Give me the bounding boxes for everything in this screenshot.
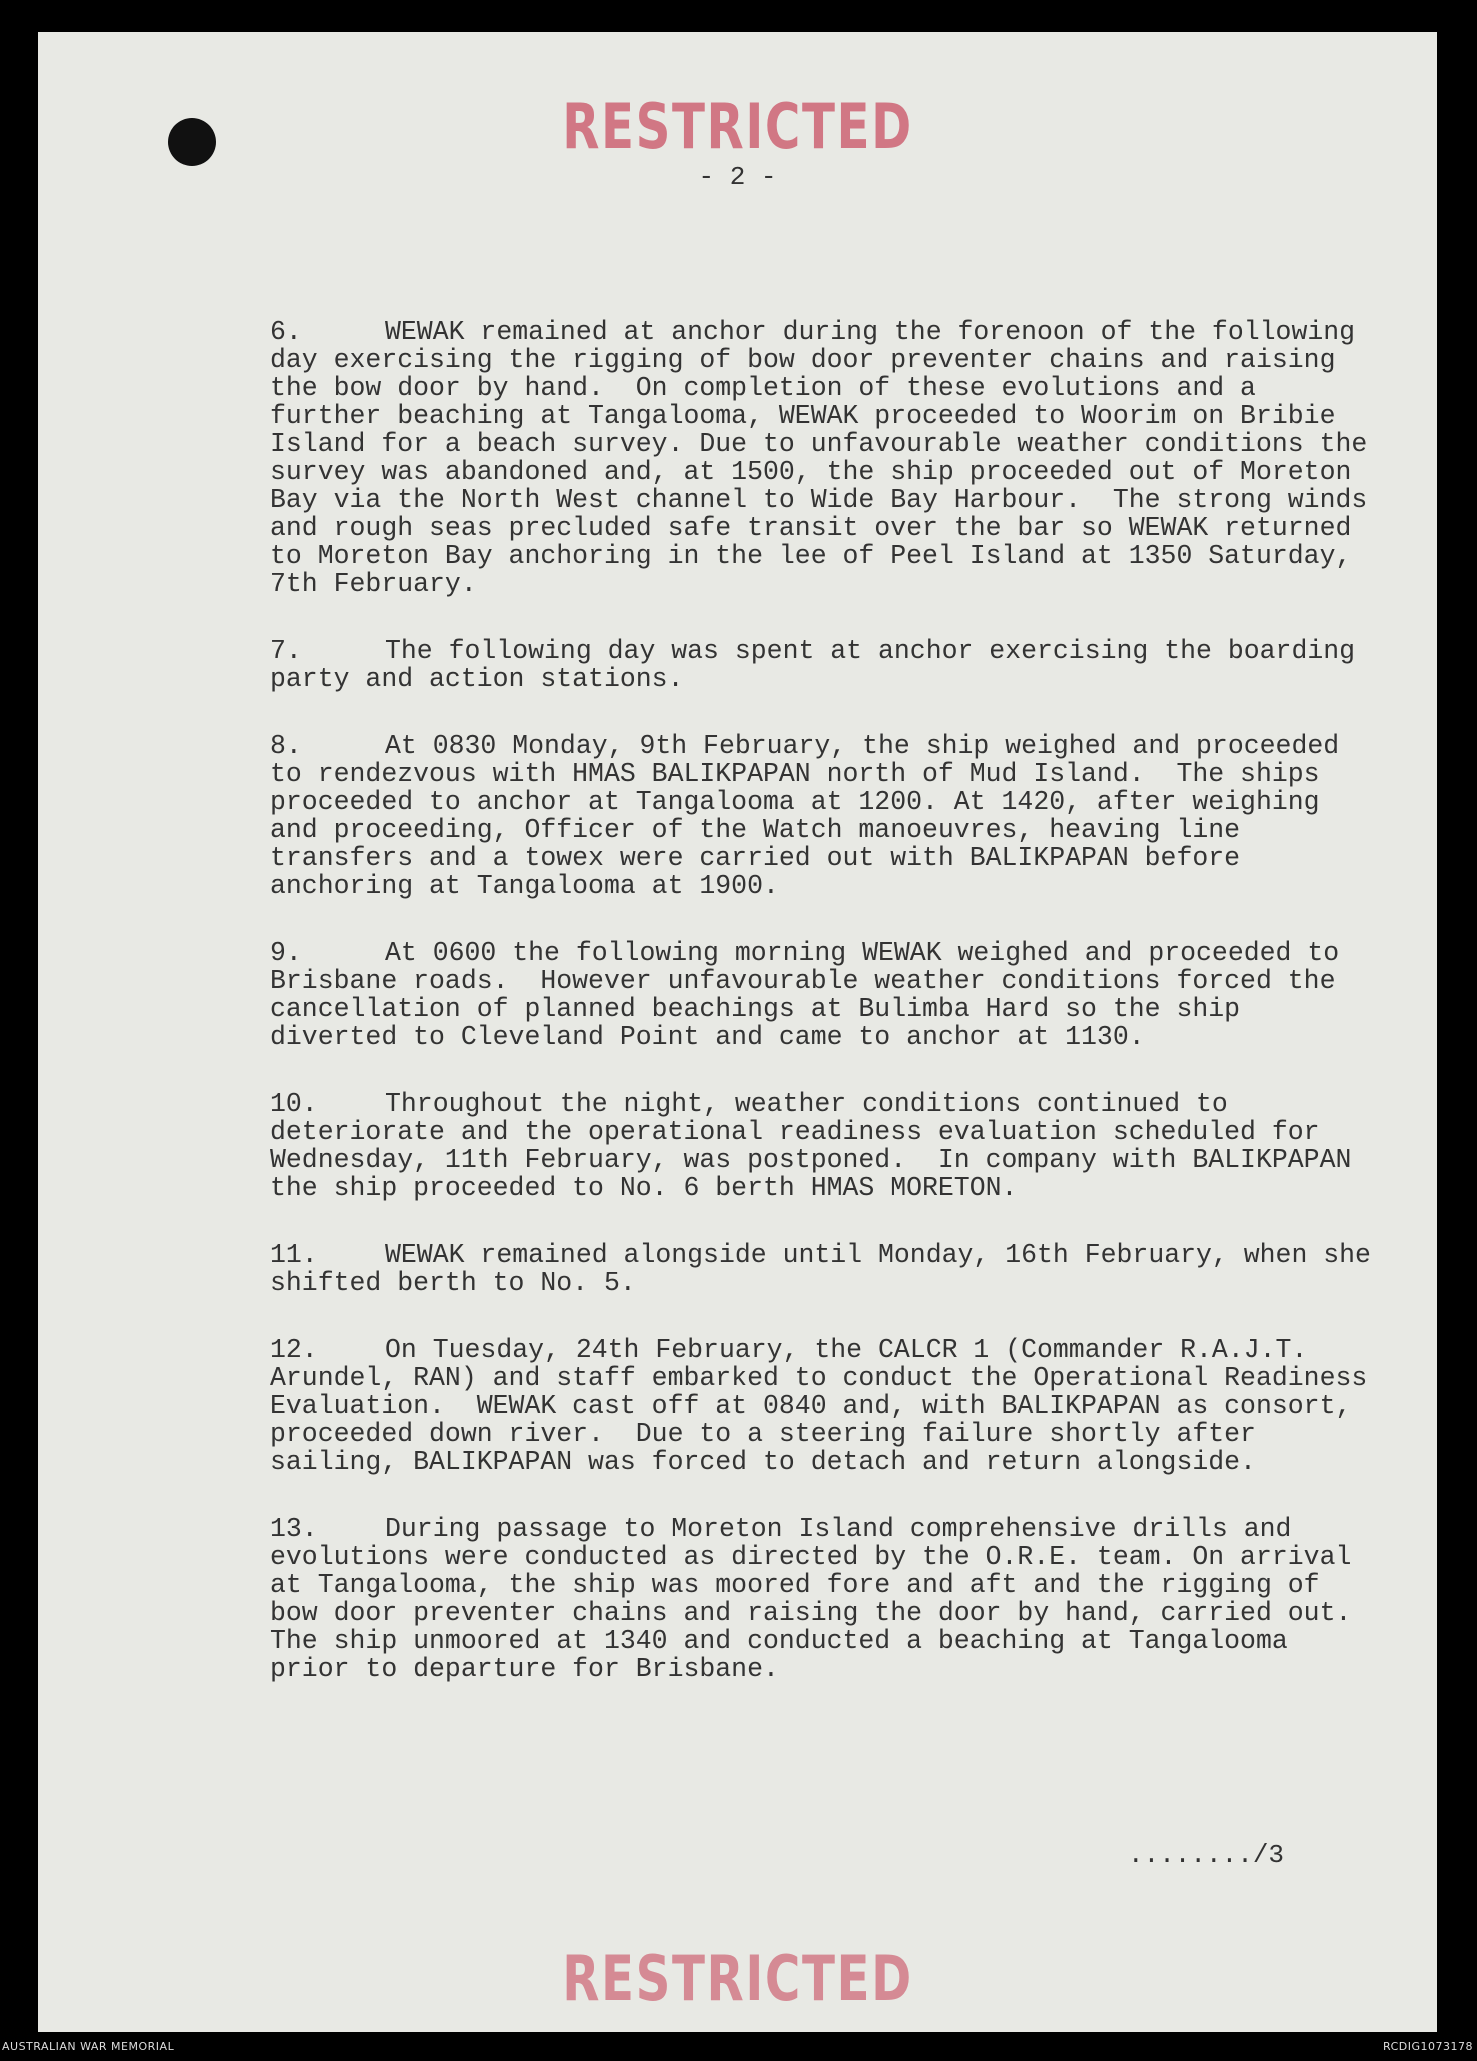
paragraph-10 xyxy=(270,1090,1380,1202)
paragraph-8 xyxy=(270,732,1380,900)
paragraph-6 xyxy=(270,317,1384,599)
paragraph-number: 10. xyxy=(270,1089,318,1119)
paragraph-12 xyxy=(270,1335,1384,1477)
paragraph-text: At 0600 the following morning WEWAK weighed and proceeded to Brisbane roads. However unfavourable weather conditions forced the cancellation of planned beachings at Bulimba Hard so the ship diverted to Cleveland Point and came to anchor at 1130. xyxy=(270,938,1356,1052)
footer-source: AUSTRALIAN WAR MEMORIAL xyxy=(2,2040,175,2053)
paragraph-11 xyxy=(270,1240,1387,1298)
page-number: - 2 - xyxy=(698,162,777,192)
paragraph-9 xyxy=(270,939,1380,1051)
paragraph-text: At 0830 Monday, 9th February, the ship weighed and proceeded to rendezvous with HMAS BALIKPAPAN north of Mud Island. The ships proceeded to anchor at Tangalooma at 1200. At 1420, after weighing and proceeding, Officer of the Watch manoeuvres, heaving line transfers and a towex were carried out with BALIKPAPAN before anchoring at Tangalooma at 1900. xyxy=(270,731,1356,901)
paragraph-number: 6. xyxy=(270,317,302,347)
paragraph-text: Throughout the night, weather conditions continued to deteriorate and the operational readiness evaluation scheduled for Wednesday, 11th February, was postponed. In company with BALIKPAPAN the ship proceeded to No. 6 berth HMAS MORETON. xyxy=(270,1089,1368,1203)
paragraph-7 xyxy=(270,637,1380,693)
paragraph-text: During passage to Moreton Island comprehensive drills and evolutions were conducted as directed by the O.R.E. team. On arrival at Tangalooma, the ship was moored fore and aft and the rigging of bow door preventer chains and raising the door by hand, carried out. The ship unmoored at 1340 and conducted a beaching at Tangalooma prior to departure for Brisbane. xyxy=(270,1514,1384,1684)
paragraph-text: WEWAK remained at anchor during the forenoon of the following day exercising the rigging of bow door preventer chains and raising the bow door by hand. On completion of these evolutions and a further beaching at Tangalooma, WEWAK proceeded to Woorim on Bribie Island for a beach survey. Due to unfavourable weather conditions the survey was abandoned and, at 1500, the ship proceeded out of Moreton Bay via the North West channel to Wide Bay Harbour. The strong winds and rough seas precluded safe transit over the bar so WEWAK returned to Moreton Bay anchoring in the lee of Peel Island at 1350 Saturday, 7th February. xyxy=(270,317,1384,599)
paragraph-13 xyxy=(270,1514,1384,1684)
paragraph-number: 8. xyxy=(270,731,302,761)
document-body xyxy=(270,317,1387,1722)
paragraph-number: 13. xyxy=(270,1514,318,1544)
paragraph-number: 12. xyxy=(270,1335,318,1365)
paragraph-text: On Tuesday, 24th February, the CALCR 1 (Commander R.A.J.T. Arundel, RAN) and staff embarked to conduct the Operational Readiness Evaluation. WEWAK cast off at 0840 and, with BALIKPAPAN as consort, proceeded down river. Due to a steering failure shortly after sailing, BALIKPAPAN was forced to detach and return alongside. xyxy=(270,1335,1384,1477)
paragraph-text: The following day was spent at anchor exercising the boarding party and action stations. xyxy=(270,636,1371,694)
paragraph-number: 11. xyxy=(270,1240,318,1270)
document-page xyxy=(38,32,1437,2032)
restricted-stamp-bottom: RESTRICTED xyxy=(562,1942,913,2015)
paragraph-text: WEWAK remained alongside until Monday, 16th February, when she shifted berth to No. 5. xyxy=(270,1240,1387,1298)
paragraph-number: 7. xyxy=(270,636,302,666)
footer-reference: RCDIG1073178 xyxy=(1382,2040,1473,2053)
continuation-marker: ......../3 xyxy=(1128,1840,1285,1870)
restricted-stamp-top: RESTRICTED xyxy=(562,90,913,163)
paragraph-number: 9. xyxy=(270,938,302,968)
